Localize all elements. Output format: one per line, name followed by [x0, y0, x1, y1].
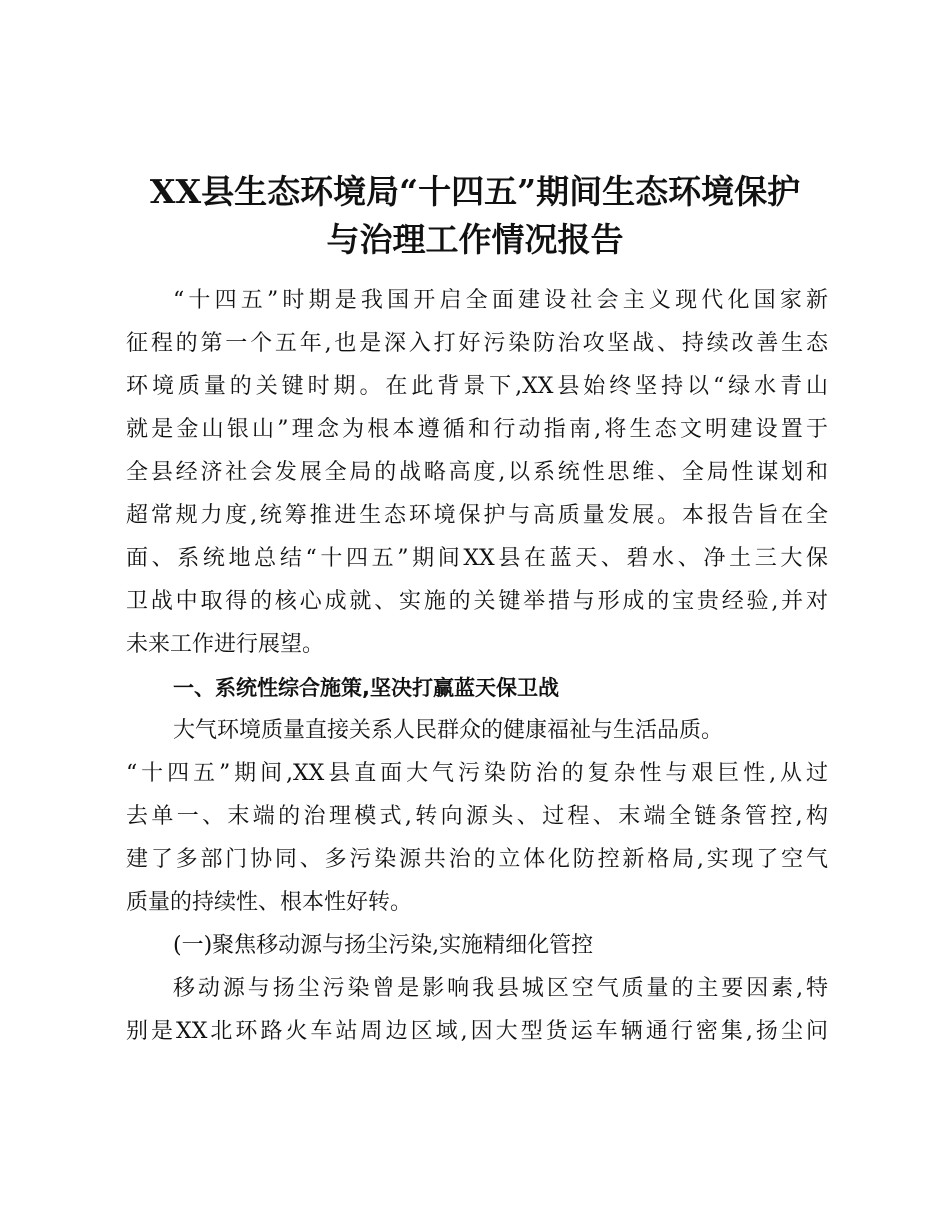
- section-heading-1: 一、系统性综合施策,坚决打赢蓝天保卫战: [173, 676, 559, 700]
- para2-line-5: 质量的持续性、根本性好转。: [126, 890, 413, 915]
- para1-line-6: 超常规力度,统筹推进生态环境保护与高质量发展。本报告旨在全: [126, 503, 828, 528]
- para1-line-4: 就是金山银山”理念为根本遵循和行动指南,将生态文明建设置于: [126, 417, 828, 442]
- para1-line-3: 环境质量的关键时期。在此背景下,XX县始终坚持以“绿水青山: [126, 374, 828, 399]
- para2-line-4: 建了多部门协同、多污染源共治的立体化防控新格局,实现了空气: [126, 847, 828, 872]
- document-title-line-1: XX县生态环境局“十四五”期间生态环境保护: [149, 172, 801, 211]
- para3-line-2: 别是XX北环路火车站周边区域,因大型货运车辆通行密集,扬尘问: [126, 1019, 828, 1044]
- para2-line-2: “十四五”期间,XX县直面大气污染防治的复杂性与艰巨性,从过: [126, 761, 828, 786]
- subsection-heading-1: (一)聚焦移动源与扬尘污染,实施精细化管控: [173, 933, 594, 958]
- para2-line-3: 去单一、末端的治理模式,转向源头、过程、末端全链条管控,构: [126, 804, 828, 829]
- para1-line-8: 卫战中取得的核心成就、实施的关键举措与形成的宝贵经验,并对: [126, 589, 828, 614]
- para1-line-1: “十四五”时期是我国开启全面建设社会主义现代化国家新: [173, 288, 828, 313]
- document-title-line-2: 与治理工作情况报告: [326, 220, 624, 259]
- para2-line-1: 大气环境质量直接关系人民群众的健康福祉与生活品质。: [173, 718, 724, 743]
- para1-line-5: 全县经济社会发展全局的战略高度,以系统性思维、全局性谋划和: [126, 460, 828, 485]
- para3-line-1: 移动源与扬尘污染曾是影响我县城区空气质量的主要因素,特: [173, 976, 828, 1001]
- para1-line-9: 未来工作进行展望。: [126, 632, 325, 657]
- para1-line-2: 征程的第一个五年,也是深入打好污染防治攻坚战、持续改善生态: [126, 331, 828, 356]
- para1-line-7: 面、系统地总结“十四五”期间XX县在蓝天、碧水、净土三大保: [126, 546, 828, 571]
